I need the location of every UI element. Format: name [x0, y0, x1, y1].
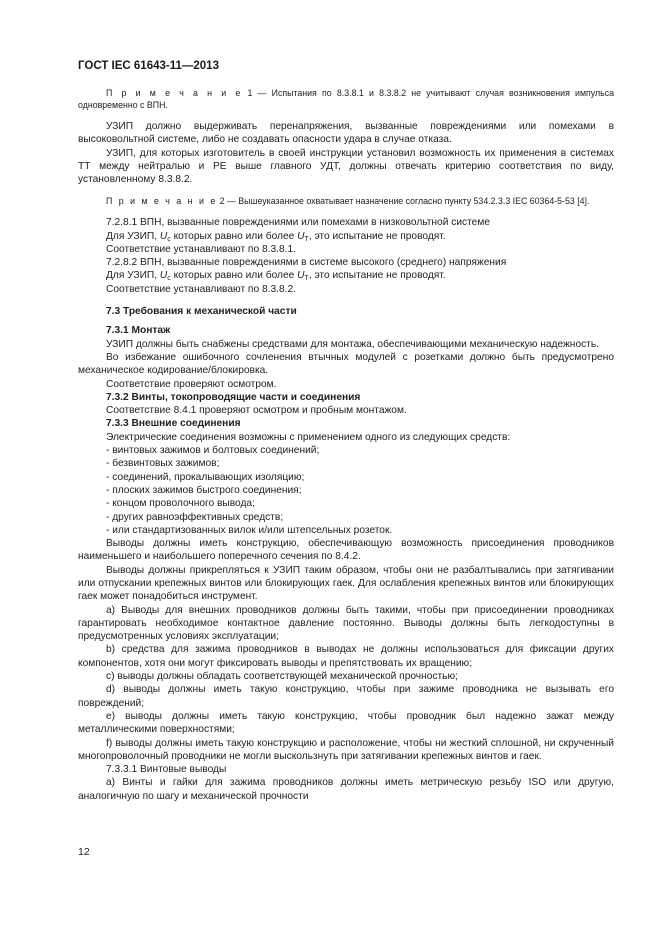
page-body: [78, 88, 614, 803]
paragraph: Соответствие проверяют осмотром.: [106, 378, 277, 390]
section-732-heading: 7.3.2 Винты, токопроводящие части и соединения: [106, 391, 361, 403]
list-item: - плоских зажимов быстрого соединения;: [106, 484, 302, 496]
standard-header: ГОСТ IEC 61643-11—2013: [78, 60, 219, 72]
list-item: - винтовых зажимов и болтовых соединений;: [106, 445, 320, 457]
item-e: e) выводы должны иметь такую конструкцию, чтобы проводник был надежно зажат между металлическими поверхностями;: [78, 710, 614, 736]
section-733-heading: 7.3.3 Внешние соединения: [106, 418, 241, 430]
section-73-heading: 7.3 Требования к механической части: [106, 306, 297, 318]
item-b: b) средства для зажима проводников в выводах не должны использоваться для фиксации других компонентов, хотя они могут фиксировать выводы и препятствовать их вращению;: [78, 644, 614, 669]
section-7282-title: 7.2.8.2 ВПН, вызванные повреждениями в системе высокого (среднего) напряжения: [106, 257, 507, 269]
paragraph: УЗИП должно выдерживать перенапряжения, вызванные повреждениями или помехами в высоковольтной системе, либо не создавать опасности удара в случае отказа.: [78, 121, 614, 146]
page-number: 12: [78, 846, 90, 858]
section-7281-line: Для УЗИП, $U_c$ которых равно или более $U_T$, это испытание не проводят.: [106, 230, 446, 243]
list-item: - концом проволочного вывода;: [106, 498, 255, 510]
item-d: d) выводы должны иметь такую конструкцию, чтобы при зажиме проводника не вызывать его повреждений;: [78, 684, 614, 709]
paragraph: УЗИП, для которых изготовитель в своей инструкции установил возможность их применения в системах ТТ между нейтралью и PE выше главного УДТ, должны отвечать критерию соответствия по виду, установленному 8.3.8.2.: [78, 147, 614, 186]
list-item: - других равноэффективных средств;: [106, 511, 284, 523]
note-label: П р и м е ч а н и е: [106, 88, 243, 98]
paragraph: УЗИП должны быть снабжены средствами для монтажа, обеспечивающими механическую надежность.: [106, 338, 600, 350]
list-item: - или стандартизованных вилок и/или штепсельных розеток.: [106, 524, 393, 536]
list-item: - безвинтовых зажимов;: [106, 458, 220, 470]
item-a: a) Выводы для внешних проводников должны быть такими, чтобы при присоединении проводниках гарантировать необходимое контактное давление постоянно. Выводы должны быть легкодоступны в предусмотренных условиях эксплуатации;: [78, 604, 614, 643]
note-2: [78, 196, 614, 208]
section-7282-compliance: Соответствие устанавливают по 8.3.8.2.: [106, 283, 296, 295]
paragraph: Соответствие 8.4.1 проверяют осмотром и пробным монтажом.: [106, 405, 407, 417]
note-1: [78, 88, 614, 111]
section-7281-compliance: Соответствие устанавливают по 8.3.8.1.: [106, 243, 296, 255]
section-7331-heading: 7.3.3.1 Винтовые выводы: [106, 764, 227, 776]
paragraph: Выводы должны иметь конструкцию, обеспечивающую возможность присоединения проводников наименьшего и наибольшего поперечного сечения по 8.4.2.: [78, 538, 614, 563]
paragraph: Выводы должны прикрепляться к УЗИП таким образом, чтобы они не разбалтывались при затягивании или отпускании крепежных винтов или блокирующих гаек. Для ослабления крепежных винтов или блокирующих гаек может понадобиться инструмент.: [78, 564, 614, 603]
item-a: a) Винты и гайки для зажима проводников должны иметь метрическую резьбу ISO или другую, аналогичную по шагу и механической прочности: [78, 777, 614, 802]
paragraph: Во избежание ошибочного сочленения втычных модулей с розетками должно быть предусмотрено механическое кодирование/блокировка.: [78, 351, 614, 377]
paragraph: Электрические соединения возможны с применением одного из следующих средств:: [106, 431, 511, 443]
note-label: П р и м е ч а н и е: [106, 195, 218, 206]
item-c: c) выводы должны обладать соответствующей механической прочностью;: [106, 671, 458, 683]
note-text: 2 — Вышеуказанное охватывает назначение согласно пункту 534.2.3.3 IEC 60364-5-53 [4].: [217, 195, 590, 206]
section-7282-line: Для УЗИП, $U_c$ которых равно или более $U_T$, это испытание не проводят.: [106, 270, 446, 283]
list-item: - соединений, прокалывающих изоляцию;: [106, 471, 305, 483]
item-f: f) выводы должны иметь такую конструкцию и расположение, чтобы ни жесткий сплошной, ни скрученный многопроволочный проводники не могли выскользнуть при затягивании крепежных винтов и гаек.: [78, 737, 614, 762]
section-731-heading: 7.3.1 Монтаж: [106, 325, 171, 337]
section-7281-title: 7.2.8.1 ВПН, вызванные повреждениями или помехами в низковольтной системе: [106, 217, 491, 229]
note-text: 1 — Испытания по 8.3.8.1 и 8.3.8.2 не учитывают случая возникновения импульса одновременно с ВПН.: [78, 88, 614, 110]
